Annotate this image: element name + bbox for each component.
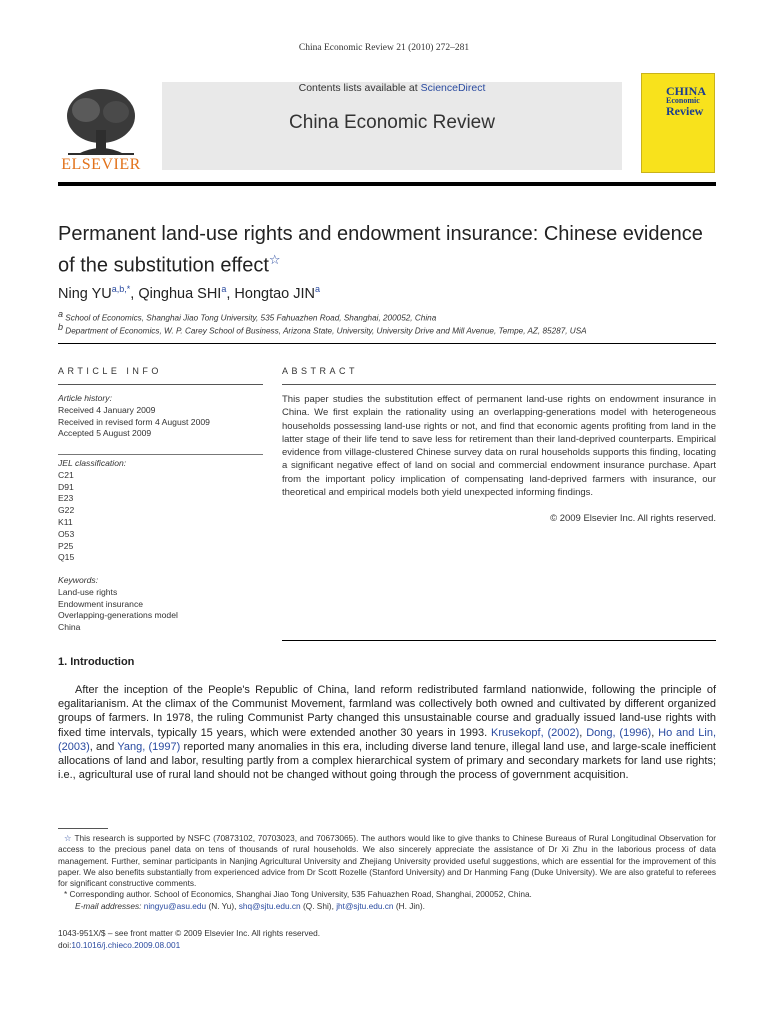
author-name: Qinghua SHI [138, 285, 222, 302]
keyword-item: Endowment insurance [58, 598, 144, 609]
section-heading-introduction: 1. Introduction [58, 656, 135, 668]
abstract-divider [282, 384, 716, 385]
footnote-emails: E-mail addresses: ningyu@asu.edu (N. Yu), shq@sjtu.edu.cn (Q. Shi), jht@sjtu.edu.cn (H. Jin). [75, 900, 425, 911]
affiliation-text: School of Economics, Shanghai Jiao Tong University, 535 Fahuazhen Road, Shanghai, 200052, China [65, 313, 437, 323]
journal-title: China Economic Review [289, 112, 495, 133]
citation-link[interactable]: Dong, (1996) [586, 726, 652, 739]
cover-line-2: Economic [666, 96, 700, 105]
journal-citation-line: China Economic Review 21 (2010) 272–281 [298, 43, 470, 53]
keyword-item: Overlapping-generations model [58, 610, 178, 621]
abstract-text: This paper studies the substitution effect of permanent land-use rights on endowment insurance in China. We first explain the rationality using an overlapping-generations model with heterogeneous households possessing land-use rights or not, and find that economic agents profiting from land in the latter stage of their life tend to save less for retirement than their land-deprived counterparts. Empirical evidence from village-clustered Chinese survey data on rural households supports this finding, locating a significant negative effect of land on social and commercial endowment insurance purchase. Apart from the important policy implication of compensating land-deprived farmers with insurance, our theoretical and empirical models both yield unexpected informing findings. [282, 394, 716, 499]
intro-text: After the inception of the People's Republic of China, land reform redistributed farmland nationwide, following the principle of egalitarianism. At the climax of the Communist Movement, farmland was collectively both owned and cultivated by different organized groups of farmers. In 1978, the ruling Communist Party changed this unsustainable course and gradually issued land-use rights with fixed time intervals, typically 15 years, which were extended another 30 years in 1993. [58, 684, 716, 739]
footnote-funding-text: This research is supported by NSFC (70873102, 70703023, and 70673065). The authors would like to give thanks to Chinese Bureaus of Rural Longitudinal Observation for access to the precious panel data on tens of thousands of rural households. We also sincerely appreciate the assistance of Dr Xi Zhu in the laborious process of data management. Further, seminar participants in Nanjing Agricultural University and Zhejiang University provided useful suggestions, which are essential for the improvement of this paper. We also benefits substantially from experienced advice from Dr Scott Rozelle (Stanford University) and Dr Hanming Fang (Duke University). We are also grateful to referees for significant constructive comments. [58, 833, 716, 889]
sciencedirect-link[interactable]: ScienceDirect [420, 82, 486, 94]
intro-text: reported many anomalies in this era, including diverse land tenure, illegal land use, and large-scale inefficient allocations of land and labor, resulting partly from a complex hierarchical system of primary and secondary markets for land use rights; i.e., agricultural use of rural land should not be changed without going through the process of government acquisition. [58, 740, 716, 782]
title-footnote-mark[interactable]: ☆ [268, 252, 281, 267]
abstract-heading: ABSTRACT [282, 366, 359, 376]
author-list: Ning $YU^{a,b,*}$, Qinghua SHI$^a$, Hongtao JIN$^a$ [58, 284, 321, 302]
jel-code: D91 [58, 481, 74, 492]
contents-available-line [162, 82, 622, 94]
affiliation-text: Department of Economics, W. P. Carey School of Business, Arizona State, University, University Drive and Mill Avenue, Tempe, AZ, 85287, USA [65, 326, 587, 336]
jel-code: Q15 [58, 552, 75, 563]
footnotes [58, 833, 716, 912]
author-marks[interactable]: a,b,* [111, 284, 131, 294]
footnote-corresponding-text: Corresponding author. School of Economics, Shanghai Jiao Tong University, 535 Fahuazhen Road, Shanghai, 200052, China. [69, 889, 532, 900]
email-link[interactable]: jht@sjtu.edu.cn [336, 900, 394, 911]
paper-title [58, 222, 718, 279]
keywords [58, 575, 178, 634]
cover-line-3: Review [666, 104, 704, 118]
keywords-label: Keywords: [58, 575, 99, 585]
jel-code: E23 [58, 493, 74, 504]
citation-link[interactable]: Ho and Lin, (2003) [58, 726, 716, 753]
history-label: Article history: [58, 393, 112, 403]
email-link[interactable]: shq@sjtu.edu.cn [238, 900, 301, 911]
history-item: Accepted 5 August 2009 [58, 428, 152, 439]
footnote-corresponding [58, 889, 716, 900]
jel-label: JEL classification: [58, 458, 127, 468]
affiliation-mark: a [58, 309, 64, 319]
footnote-star-mark: ☆ [64, 833, 72, 843]
keyword-item: Land-use rights [58, 586, 118, 597]
copyright-line: © 2009 Elsevier Inc. All rights reserved. [550, 513, 716, 524]
issn-line: 1043-951X/$ – see front matter © 2009 Elsevier Inc. All rights reserved. [58, 928, 321, 938]
email-owner: (H. Jin). [395, 900, 425, 911]
jel-code: G22 [58, 505, 75, 516]
email-owner: (Q. Shi) [302, 900, 332, 911]
author-name: Ning YU [58, 285, 112, 302]
keyword-item: China [58, 622, 81, 633]
email-owner: (N. Yu) [208, 900, 235, 911]
citation-link[interactable]: Yang, (1997) [117, 740, 181, 753]
introduction-paragraph: After the inception of the People's Republic of China, land reform redistributed farmland nationwide, following the principle of egalitarianism. At the climax of the Communist Movement, farmland was collectively both owned and cultivated by different organized groups of farmers. In 1978, the ruling Communist Party changed this unsustainable course and gradually issued land-use rights with fixed time intervals, typically 15 years, which were extended another 30 years in 1993. Krusekopf, (2002), Dong, (1996), Ho and Lin, (2003), and Yang, (1997) reported many anomalies in this era, including diverse land tenure, illegal land use, and large-scale inefficient allocations of land and labor, resulting partly from a complex hierarchical system of primary and secondary markets for land use rights; i.e., agricultural use of rural land should not be changed without going through the process of government acquisition. [58, 684, 716, 782]
abstract-end-divider [282, 640, 716, 641]
jel-code: P25 [58, 540, 74, 551]
affiliation-a [58, 309, 436, 323]
jel-code: K11 [58, 516, 73, 527]
citation-link[interactable]: Krusekopf, (2002) [491, 726, 580, 739]
footnote-funding [58, 833, 716, 889]
jel-code: O53 [58, 528, 75, 539]
author-marks[interactable]: a [221, 284, 227, 294]
author-marks[interactable]: a [315, 284, 321, 294]
doi-link[interactable]: 10.1016/j.chieco.2009.08.001 [71, 939, 181, 950]
doi-line [58, 940, 320, 952]
footnote-asterisk-mark: * [64, 889, 68, 900]
history-item: Received 4 January 2009 [58, 404, 156, 415]
author-name: Hongtao JIN [234, 285, 316, 302]
contents-prefix: Contents lists available at [298, 82, 418, 94]
cover-line-1: CHINA [666, 84, 707, 98]
elsevier-wordmark: ELSEVIER [61, 156, 141, 173]
email-label: E-mail addresses: [75, 900, 142, 911]
affiliation-mark: b [58, 322, 64, 332]
front-matter [58, 928, 320, 951]
history-item: Received in revised form 4 August 2009 [58, 416, 210, 427]
journal-cover-title [666, 86, 706, 116]
affiliation-b [58, 322, 587, 336]
jel-divider [58, 454, 263, 455]
jel-classification [58, 458, 126, 564]
footnote-divider [58, 828, 108, 829]
article-info-divider [58, 384, 263, 385]
email-link[interactable]: ningyu@asu.edu [143, 900, 207, 911]
article-info-heading: ARTICLE INFO [58, 366, 162, 376]
article-history [58, 393, 210, 440]
doi-prefix: doi: [58, 939, 72, 950]
title-divider [58, 343, 716, 344]
jel-code: C21 [58, 469, 74, 480]
paper-title-text: Permanent land-use rights and endowment insurance: Chinese evidence of the substitution effect [58, 223, 703, 277]
header-divider [58, 182, 716, 186]
